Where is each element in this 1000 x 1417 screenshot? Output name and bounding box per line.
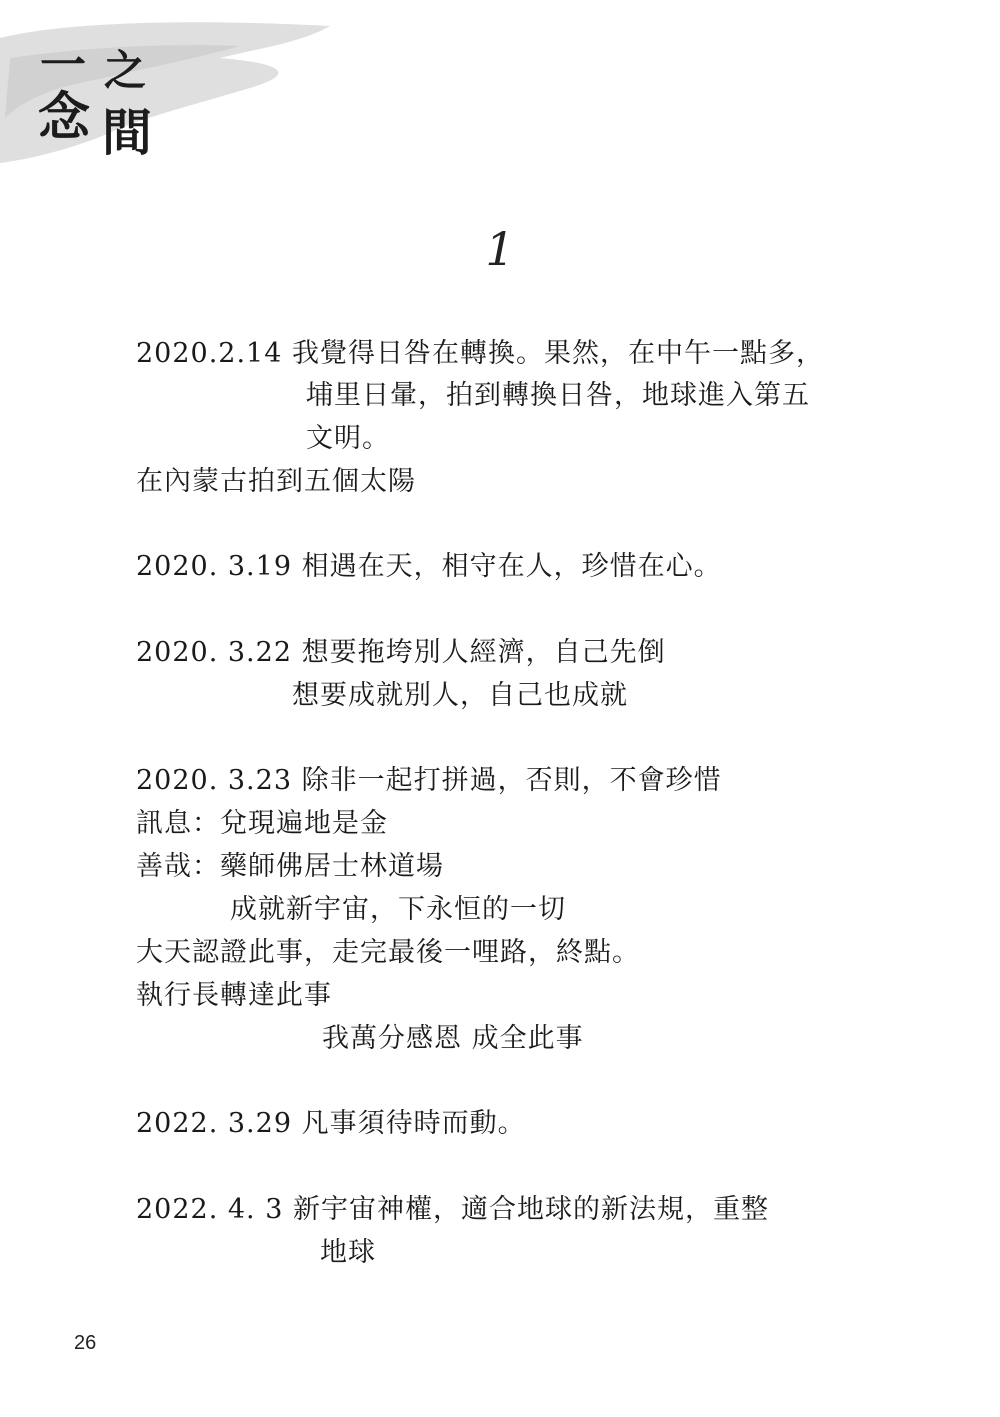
chapter-number: 1 [485,222,515,276]
text-line: 2020. 3.22 想要拖垮別人經濟，自己先倒 [136,637,666,668]
text-line: 埔里日暈，拍到轉換日咎，地球進入第五 [306,380,810,411]
text-line: 想要成就別人，自己也成就 [292,680,628,711]
logo-char-2: 念 [38,87,91,148]
text-line: 文明。 [306,423,390,454]
page-number: 26 [74,1332,97,1354]
text-line: 成就新宇宙，下永恒的一切 [230,894,566,925]
logo-char-4: 間 [102,103,152,162]
logo-char-3: 之 [104,46,147,95]
logo-char-1: 一 [40,38,86,92]
text-line: 2020.2.14 我覺得日咎在轉換。果然，在中午一點多， [136,338,824,369]
text-line: 大天認證此事，走完最後一哩路，終點。 [136,937,640,968]
text-line: 在內蒙古拍到五個太陽 [136,466,416,497]
text-line: 2022. 4. 3 新宇宙神權，適合地球的新法規，重整 [136,1194,769,1225]
text-line: 訊息：兌現遍地是金 [136,808,388,839]
text-line: 2020. 3.23 除非一起打拼過，否則，不會珍惜 [136,765,722,796]
text-line: 我萬分感恩 成全此事 [322,1023,584,1054]
text-line: 2020. 3.19 相遇在天，相守在人，珍惜在心。 [136,551,722,582]
text-line: 地球 [320,1237,376,1268]
text-line: 執行長轉達此事 [136,980,332,1011]
text-line: 2022. 3.29 凡事須待時而動。 [136,1108,526,1139]
text-line: 善哉：藥師佛居士林道場 [136,851,444,882]
